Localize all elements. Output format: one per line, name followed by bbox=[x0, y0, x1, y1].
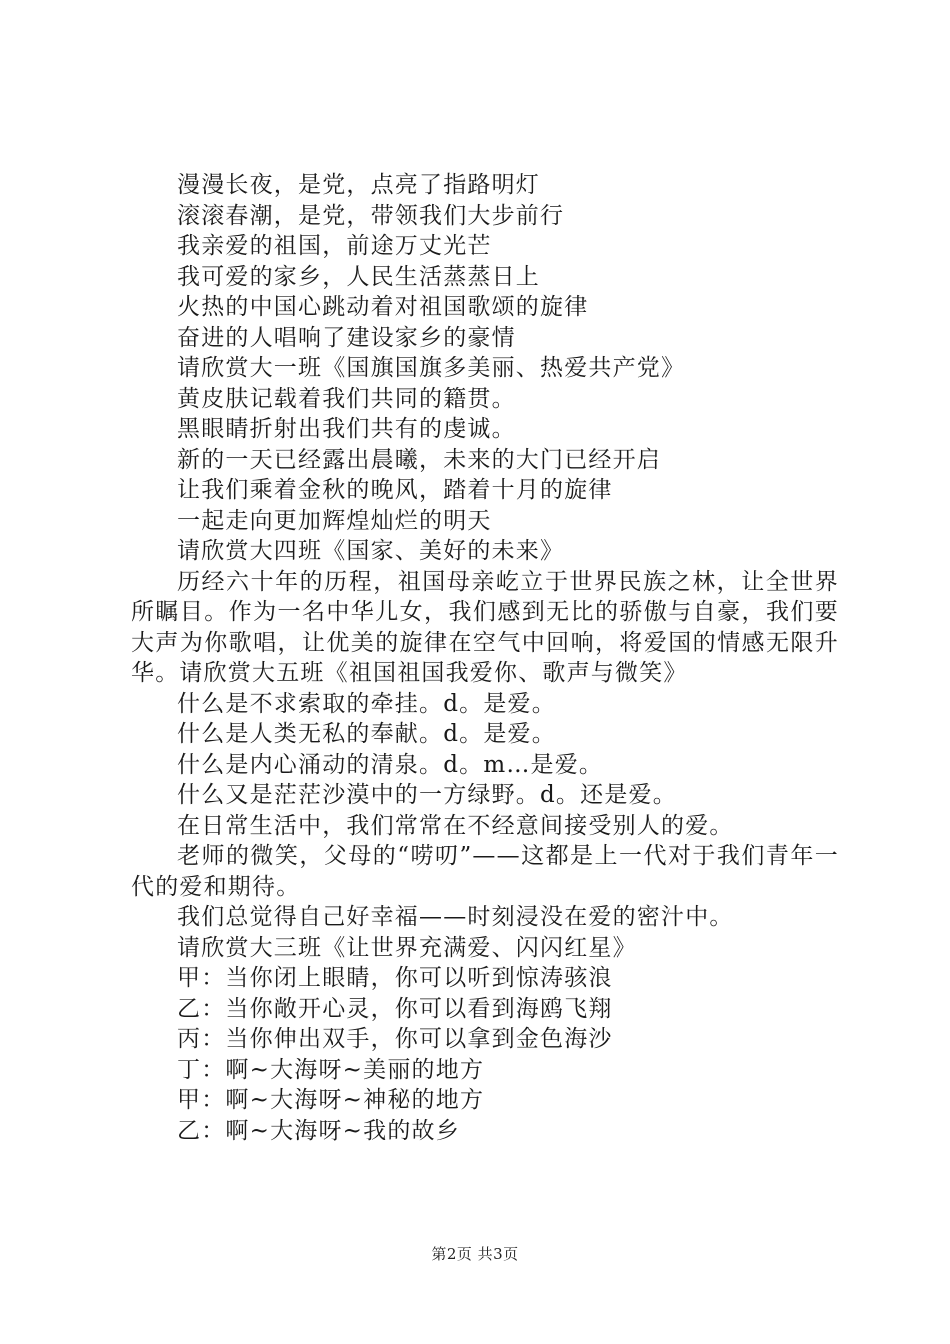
paragraph: 丁：啊~大海呀~美丽的地方 bbox=[177, 1056, 485, 1083]
paragraph: 黄皮肤记载着我们共同的籍贯。 bbox=[177, 385, 516, 412]
paragraph: 什么是内心涌动的清泉。d。m…是爱。 bbox=[177, 751, 604, 778]
paragraph: 黑眼睛折射出我们共有的虔诚。 bbox=[177, 416, 516, 442]
paragraph: 什么又是茫茫沙漠中的一方绿野。d。还是爱。 bbox=[177, 782, 677, 808]
paragraph: 在日常生活中，我们常常在不经意间接受别人的爱。 bbox=[177, 812, 734, 839]
paragraph: 火热的中国心跳动着对祖国歌颂的旋律 bbox=[177, 294, 589, 320]
document-body bbox=[131, 170, 839, 1146]
paragraph: 我们总觉得自己好幸福——时刻浸没在爱的密汁中。 bbox=[177, 904, 734, 930]
paragraph: 我亲爱的祖国，前途万丈光芒 bbox=[177, 233, 492, 259]
paragraph: 什么是人类无私的奉献。d。是爱。 bbox=[177, 721, 556, 747]
paragraph: 请欣赏大四班《国家、美好的未来》 bbox=[177, 538, 565, 564]
paragraph: 我可爱的家乡，人民生活蒸蒸日上 bbox=[177, 263, 540, 290]
paragraph: 漫漫长夜，是党，点亮了指路明灯 bbox=[177, 172, 540, 198]
paragraph: 丙：当你伸出双手，你可以拿到金色海沙 bbox=[177, 1026, 613, 1052]
page-number-footer: 第2页 共3页 bbox=[431, 1245, 519, 1263]
paragraph: 请欣赏大一班《国旗国旗多美丽、热爱共产党》 bbox=[177, 355, 686, 381]
paragraph: 奋进的人唱响了建设家乡的豪情 bbox=[177, 324, 516, 351]
paragraph: 请欣赏大三班《让世界充满爱、闪闪红星》 bbox=[177, 934, 637, 961]
paragraph: 老师的微笑，父母的“唠叨”——这都是上一代对于我们青年一代的爱和期待。 bbox=[131, 843, 839, 900]
paragraph: 甲：啊~大海呀~神秘的地方 bbox=[177, 1087, 485, 1113]
paragraph: 新的一天已经露出晨曦，未来的大门已经开启 bbox=[177, 446, 661, 473]
paragraph: 乙：啊~大海呀~我的故乡 bbox=[177, 1117, 460, 1144]
paragraph: 甲：当你闭上眼睛，你可以听到惊涛骇浪 bbox=[177, 965, 613, 991]
paragraph: 历经六十年的历程，祖国母亲屹立于世界民族之林，让全世界所瞩目。作为一名中华儿女，我们感到无比的骄傲与自豪，我们要大声为你歌唱，让优美的旋律在空气中回响，将爱国的情感无限升华。请欣赏大五班《祖国祖国我爱你、歌声与微笑》 bbox=[131, 568, 839, 686]
paragraph: 一起走向更加辉煌灿烂的明天 bbox=[177, 507, 492, 534]
paragraph: 滚滚春潮，是党，带领我们大步前行 bbox=[177, 202, 565, 229]
paragraph: 什么是不求索取的牵挂。d。是爱。 bbox=[177, 690, 556, 717]
paragraph: 乙：当你敞开心灵，你可以看到海鸥飞翔 bbox=[177, 995, 613, 1022]
paragraph: 让我们乘着金秋的晚风，踏着十月的旋律 bbox=[177, 477, 613, 503]
